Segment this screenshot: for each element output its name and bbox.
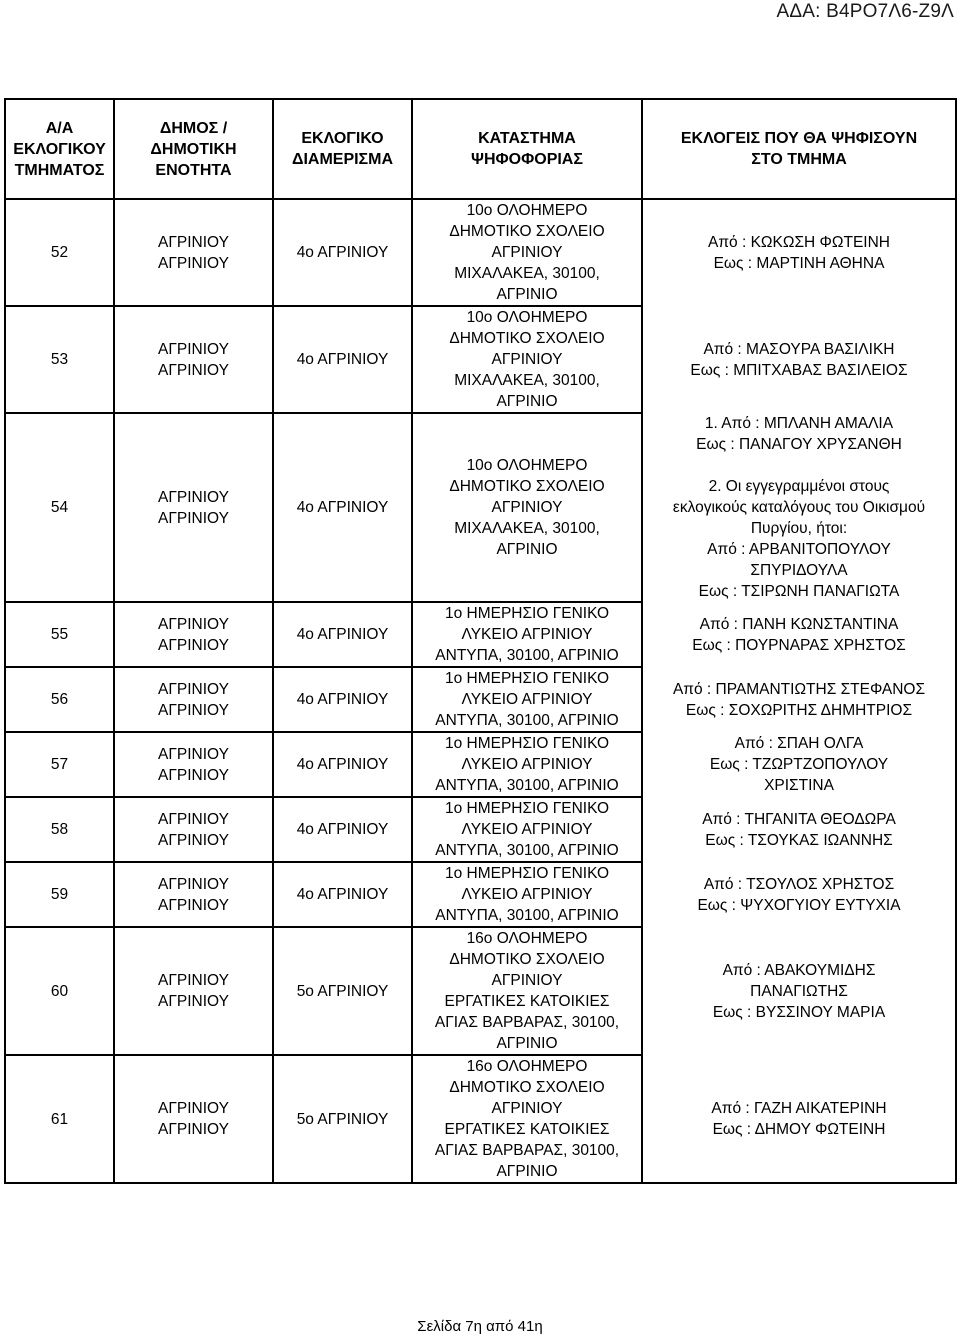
- section-number-cell: 52: [5, 199, 114, 306]
- municipality-cell: [114, 199, 273, 306]
- cell-line: ΑΓΡΙΝΙΟΥ: [158, 875, 229, 893]
- cell-line: ΤΜΗΜΑΤΟΣ: [14, 161, 105, 179]
- cell-line: ΑΓΡΙΝΙΟ: [496, 393, 558, 410]
- cell-line: ΑΓΡΙΝΙΟΥ: [158, 233, 229, 251]
- cell-line: 10ο ΟΛΟΗΜΕΡΟ: [466, 309, 588, 326]
- cell-line: Από : ΑΒΑΚΟΥΜΙΔΗΣ: [722, 961, 876, 979]
- ada-code: ΑΔΑ: Β4ΡΟ7Λ6-Ζ9Λ: [776, 1, 954, 22]
- table-row: [5, 927, 956, 1055]
- header-voters: [642, 99, 956, 199]
- table-row: [5, 862, 956, 927]
- cell-line: ΣΠΥΡΙΔΟΥΛΑ: [750, 562, 848, 579]
- table-row: [5, 797, 956, 862]
- cell-line: ΕΚΛΟΓΙΚΟΥ: [13, 140, 106, 158]
- cell-line: ΑΓΡΙΝΙΟΥ: [158, 701, 229, 719]
- polling-station-cell: [412, 1055, 642, 1183]
- cell-line: Από : ΑΡΒΑΝΙΤΟΠΟΥΛΟΥ: [707, 541, 891, 558]
- cell-line: ΔΗΜΟΤΙΚΟ ΣΧΟΛΕΙΟ: [449, 330, 605, 347]
- cell-line: Εως : ΨΥΧΟΓΥΙΟΥ ΕΥΤΥΧΙΑ: [697, 896, 901, 914]
- cell-line: ΔΗΜΟΣ /: [159, 119, 228, 137]
- cell-line: ΜΙΧΑΛΑΚΕΑ, 30100,: [454, 372, 600, 389]
- voters-cell: [642, 602, 956, 667]
- cell-line: ΑΓΡΙΝΙΟΥ: [158, 615, 229, 633]
- cell-line: Εως : ΜΠΙΤΧΑΒΑΣ ΒΑΣΙΛΕΙΟΣ: [690, 361, 908, 379]
- cell-line: ΑΓΡΙΝΙΟΥ: [491, 1100, 563, 1117]
- electoral-district-cell: 4ο ΑΓΡΙΝΙΟΥ: [273, 862, 412, 927]
- municipality-cell: [114, 602, 273, 667]
- section-number-cell: 54: [5, 413, 114, 602]
- cell-line: Εως : ΤΖΩΡΤΖΟΠΟΥΛΟΥ: [709, 756, 889, 773]
- cell-line: ΛΥΚΕΙΟ ΑΓΡΙΝΙΟΥ: [461, 626, 593, 643]
- section-number-cell: 58: [5, 797, 114, 862]
- cell-line: ΜΙΧΑΛΑΚΕΑ, 30100,: [454, 520, 600, 537]
- cell-line: ΑΓΡΙΝΙΟΥ: [158, 831, 229, 849]
- header-polling-station: [412, 99, 642, 199]
- table-row: [5, 413, 956, 602]
- cell-line: ΔΗΜΟΤΙΚΟ ΣΧΟΛΕΙΟ: [449, 1079, 605, 1096]
- cell-line: 1. Από : ΜΠΛΑΝΗ ΑΜΑΛΙΑ: [704, 415, 894, 432]
- polling-station-cell: [412, 862, 642, 927]
- cell-line: ΑΓΡΙΝΙΟΥ: [158, 993, 229, 1010]
- cell-line: Από : ΚΩΚΩΣΗ ΦΩΤΕΙΝΗ: [708, 234, 890, 251]
- cell-line: Εως : ΤΣΟΥΚΑΣ ΙΩΑΝΝΗΣ: [705, 831, 893, 849]
- cell-line: ΑΓΡΙΝΙΟΥ: [158, 509, 229, 527]
- cell-line: ΑΓΡΙΝΙΟΥ: [158, 636, 229, 654]
- municipality-cell: [114, 1055, 273, 1183]
- cell-line: ΑΝΤΥΠΑ, 30100, ΑΓΡΙΝΙΟ: [435, 907, 619, 924]
- cell-line: ΛΥΚΕΙΟ ΑΓΡΙΝΙΟΥ: [461, 691, 593, 708]
- table-row: [5, 667, 956, 732]
- polling-station-cell: [412, 413, 642, 602]
- cell-line: ΛΥΚΕΙΟ ΑΓΡΙΝΙΟΥ: [461, 821, 593, 838]
- cell-line: Πυργίου, ήτοι:: [750, 520, 848, 537]
- electoral-district-cell: 4ο ΑΓΡΙΝΙΟΥ: [273, 413, 412, 602]
- cell-line: ΑΓΡΙΝΙΟΥ: [158, 1100, 229, 1117]
- polling-station-cell: [412, 602, 642, 667]
- section-number-cell: 59: [5, 862, 114, 927]
- cell-line: ΑΝΤΥΠΑ, 30100, ΑΓΡΙΝΙΟ: [435, 712, 619, 729]
- voters-cell: [642, 732, 956, 797]
- polling-station-cell: [412, 797, 642, 862]
- section-number-cell: 56: [5, 667, 114, 732]
- cell-line: ΑΓΡΙΝΙΟ: [496, 1163, 558, 1180]
- cell-line: ΔΗΜΟΤΙΚΗ: [150, 140, 237, 158]
- header-municipality: [114, 99, 273, 199]
- header-electoral-district: [273, 99, 412, 199]
- section-number-cell: 53: [5, 306, 114, 413]
- cell-line: ΑΝΤΥΠΑ, 30100, ΑΓΡΙΝΙΟ: [435, 777, 619, 794]
- voters-cell: [642, 862, 956, 927]
- cell-line: Εως : ΜΑΡΤΙΝΗ ΑΘΗΝΑ: [713, 255, 885, 272]
- voters-cell: [642, 199, 956, 306]
- cell-line: 16ο ΟΛΟΗΜΕΡΟ: [466, 1058, 588, 1075]
- cell-line: ΑΓΡΙΝΙΟ: [496, 286, 558, 303]
- cell-line: ΑΓΡΙΝΙΟΥ: [158, 745, 229, 763]
- cell-line: Από : ΠΡΑΜΑΝΤΙΩΤΗΣ ΣΤΕΦΑΝΟΣ: [672, 680, 926, 698]
- cell-line: ΑΓΙΑΣ ΒΑΡΒΑΡΑΣ, 30100,: [434, 1014, 620, 1031]
- electoral-district-cell: 4ο ΑΓΡΙΝΙΟΥ: [273, 199, 412, 306]
- cell-line: Από : ΓΑΖΗ ΑΙΚΑΤΕΡΙΝΗ: [711, 1099, 887, 1117]
- cell-line: ΑΓΡΙΝΙΟΥ: [491, 351, 563, 368]
- cell-line: 10ο ΟΛΟΗΜΕΡΟ: [466, 457, 588, 474]
- municipality-cell: [114, 732, 273, 797]
- cell-line: ΑΓΡΙΝΙΟΥ: [158, 361, 229, 379]
- polling-station-cell: [412, 199, 642, 306]
- cell-line: ΑΓΡΙΝΙΟΥ: [158, 488, 229, 506]
- cell-line: ΕΚΛΟΓΙΚΟ: [301, 130, 384, 147]
- voters-cell: [642, 413, 956, 602]
- header-section-number: [5, 99, 114, 199]
- polling-stations-table: [4, 98, 957, 1184]
- cell-line: 1ο ΗΜΕΡΗΣΙΟ ΓΕΝΙΚΟ: [444, 735, 610, 752]
- cell-line: ΠΑΝΑΓΙΩΤΗΣ: [750, 982, 848, 1000]
- cell-line: Από : ΤΗΓΑΝΙΤΑ ΘΕΟΔΩΡΑ: [702, 810, 896, 828]
- cell-line: Εως : ΠΟΥΡΝΑΡΑΣ ΧΡΗΣΤΟΣ: [692, 636, 906, 654]
- cell-line: ΔΗΜΟΤΙΚΟ ΣΧΟΛΕΙΟ: [449, 478, 605, 495]
- cell-line: ΨΗΦΟΦΟΡΙΑΣ: [471, 151, 583, 168]
- cell-line: ΑΓΡΙΝΙΟ: [496, 541, 558, 558]
- table-row: [5, 732, 956, 797]
- section-number-cell: 61: [5, 1055, 114, 1183]
- cell-line: ΑΓΡΙΝΙΟΥ: [158, 340, 229, 358]
- polling-station-cell: [412, 927, 642, 1055]
- cell-line: ΜΙΧΑΛΑΚΕΑ, 30100,: [454, 265, 600, 282]
- cell-line: 16ο ΟΛΟΗΜΕΡΟ: [466, 930, 588, 947]
- voters-cell: [642, 1055, 956, 1183]
- cell-line: 1ο ΗΜΕΡΗΣΙΟ ΓΕΝΙΚΟ: [444, 605, 610, 622]
- municipality-cell: [114, 667, 273, 732]
- electoral-district-cell: 4ο ΑΓΡΙΝΙΟΥ: [273, 602, 412, 667]
- municipality-cell: [114, 862, 273, 927]
- cell-line: εκλογικούς καταλόγους του Οικισμού: [672, 499, 926, 516]
- cell-line: ΔΙΑΜΕΡΙΣΜΑ: [291, 151, 394, 168]
- cell-line: ΑΓΡΙΝΙΟΥ: [158, 680, 229, 698]
- table-row: [5, 1055, 956, 1183]
- voters-cell: [642, 306, 956, 413]
- cell-line: ΑΓΡΙΝΙΟΥ: [158, 766, 229, 784]
- section-number-cell: 57: [5, 732, 114, 797]
- electoral-district-cell: 4ο ΑΓΡΙΝΙΟΥ: [273, 732, 412, 797]
- section-number-cell: 55: [5, 602, 114, 667]
- municipality-cell: [114, 413, 273, 602]
- cell-line: ΚΑΤΑΣΤΗΜΑ: [478, 130, 576, 147]
- cell-line: Από : ΤΣΟΥΛΟΣ ΧΡΗΣΤΟΣ: [703, 875, 895, 893]
- voters-cell: [642, 797, 956, 862]
- section-number-cell: 60: [5, 927, 114, 1055]
- cell-line: Εως : ΠΑΝΑΓΟΥ ΧΡΥΣΑΝΘΗ: [696, 436, 902, 453]
- cell-line: 1ο ΗΜΕΡΗΣΙΟ ΓΕΝΙΚΟ: [444, 865, 610, 882]
- table-row: [5, 602, 956, 667]
- cell-line: ΑΓΡΙΝΙΟΥ: [491, 244, 563, 261]
- cell-line: Α/Α: [45, 119, 74, 137]
- cell-line: ΔΗΜΟΤΙΚΟ ΣΧΟΛΕΙΟ: [449, 223, 605, 240]
- cell-line: Από : ΠΑΝΗ ΚΩΝΣΤΑΝΤΙΝΑ: [699, 615, 899, 633]
- table-header-row: [5, 99, 956, 199]
- cell-line: Από : ΣΠΑΗ ΟΛΓΑ: [734, 735, 864, 752]
- electoral-district-cell: 4ο ΑΓΡΙΝΙΟΥ: [273, 797, 412, 862]
- polling-station-cell: [412, 667, 642, 732]
- cell-line: ΧΡΙΣΤΙΝΑ: [764, 777, 834, 794]
- cell-line: ΑΓΡΙΝΙΟΥ: [158, 972, 229, 989]
- cell-line: ΔΗΜΟΤΙΚΟ ΣΧΟΛΕΙΟ: [449, 951, 605, 968]
- cell-line: ΑΓΙΑΣ ΒΑΡΒΑΡΑΣ, 30100,: [434, 1142, 620, 1159]
- cell-line: ΕΡΓΑΤΙΚΕΣ ΚΑΤΟΙΚΙΕΣ: [444, 1121, 610, 1138]
- cell-line: ΛΥΚΕΙΟ ΑΓΡΙΝΙΟΥ: [461, 756, 593, 773]
- municipality-cell: [114, 306, 273, 413]
- cell-line: ΑΓΡΙΝΙΟΥ: [158, 810, 229, 828]
- polling-station-cell: [412, 306, 642, 413]
- cell-line: Από : ΜΑΣΟΥΡΑ ΒΑΣΙΛΙΚΗ: [703, 340, 895, 358]
- table-body: [5, 199, 956, 1183]
- cell-line: 2. Οι εγγεγραμμένοι στους: [708, 478, 890, 495]
- cell-line: Εως : ΒΥΣΣΙΝΟΥ ΜΑΡΙΑ: [712, 1003, 886, 1021]
- polling-station-cell: [412, 732, 642, 797]
- cell-line: ΛΥΚΕΙΟ ΑΓΡΙΝΙΟΥ: [461, 886, 593, 903]
- cell-line: ΣΤΟ ΤΜΗΜΑ: [751, 151, 847, 168]
- electoral-district-cell: 4ο ΑΓΡΙΝΙΟΥ: [273, 306, 412, 413]
- table-row: [5, 199, 956, 306]
- cell-line: [645, 455, 953, 476]
- cell-line: ΑΓΡΙΝΙΟΥ: [158, 254, 229, 272]
- cell-line: Εως : ΣΟΧΩΡΙΤΗΣ ΔΗΜΗΤΡΙΟΣ: [685, 701, 913, 719]
- cell-line: ΑΓΡΙΝΙΟΥ: [491, 972, 563, 989]
- cell-line: ΑΓΡΙΝΙΟΥ: [491, 499, 563, 516]
- cell-line: ΑΓΡΙΝΙΟ: [496, 1035, 558, 1052]
- cell-line: ΕΚΛΟΓΕΙΣ ΠΟΥ ΘΑ ΨΗΦΙΣΟΥΝ: [680, 130, 918, 147]
- cell-line: ΑΓΡΙΝΙΟΥ: [158, 896, 229, 914]
- cell-line: 10ο ΟΛΟΗΜΕΡΟ: [466, 202, 588, 219]
- cell-line: 1ο ΗΜΕΡΗΣΙΟ ΓΕΝΙΚΟ: [444, 800, 610, 817]
- electoral-district-cell: 5ο ΑΓΡΙΝΙΟΥ: [273, 927, 412, 1055]
- cell-line: ΑΓΡΙΝΙΟΥ: [158, 1121, 229, 1138]
- electoral-district-cell: 5ο ΑΓΡΙΝΙΟΥ: [273, 1055, 412, 1183]
- cell-line: ΕΡΓΑΤΙΚΕΣ ΚΑΤΟΙΚΙΕΣ: [444, 993, 610, 1010]
- municipality-cell: [114, 797, 273, 862]
- municipality-cell: [114, 927, 273, 1055]
- cell-line: ΑΝΤΥΠΑ, 30100, ΑΓΡΙΝΙΟ: [435, 647, 619, 664]
- cell-line: 1ο ΗΜΕΡΗΣΙΟ ΓΕΝΙΚΟ: [444, 670, 610, 687]
- electoral-district-cell: 4ο ΑΓΡΙΝΙΟΥ: [273, 667, 412, 732]
- cell-line: ΕΝΟΤΗΤΑ: [155, 161, 232, 179]
- page-footer: Σελίδα 7η από 41η: [417, 1318, 543, 1335]
- cell-line: ΑΝΤΥΠΑ, 30100, ΑΓΡΙΝΙΟ: [435, 842, 619, 859]
- cell-line: Εως : ΤΣΙΡΩΝΗ ΠΑΝΑΓΙΩΤΑ: [698, 583, 900, 600]
- cell-line: Εως : ΔΗΜΟΥ ΦΩΤΕΙΝΗ: [712, 1120, 886, 1138]
- voters-cell: [642, 667, 956, 732]
- table-row: [5, 306, 956, 413]
- voters-cell: [642, 927, 956, 1055]
